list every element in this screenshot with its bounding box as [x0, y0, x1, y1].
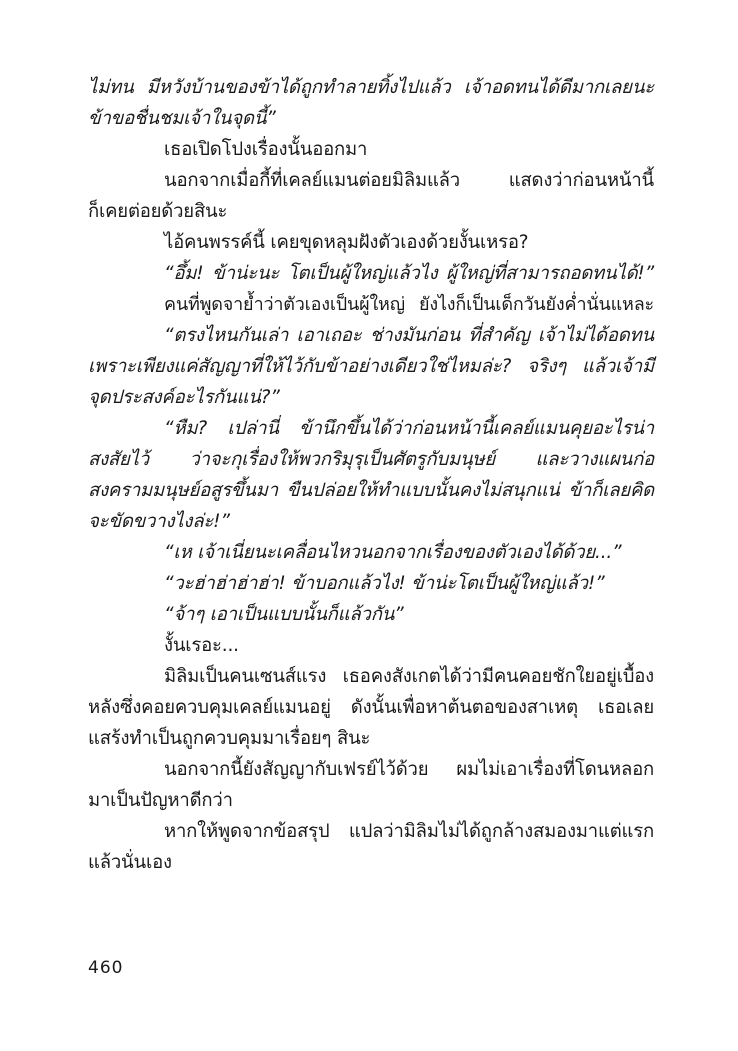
text-line: หากให้พูดจากข้อสรุป แปลว่ามิลิมไม่ได้ถูกล้างสมองมาแต่แรก [164, 821, 654, 842]
page-number: 460 [88, 958, 124, 978]
text-line: จะขัดขวางไงล่ะ!” [88, 511, 230, 532]
text-line: “หืม? เปล่านี่ ข้านึกขึ้นได้ว่าก่อนหน้านี้เคลย์แมนคุยอะไรน่า [164, 418, 654, 439]
text-line: เธอเปิดโปงเรื่องนั้นออกมา [164, 139, 368, 160]
text-line: มาเป็นปัญหาดีกว่า [88, 790, 233, 811]
text-line: “อึ้ม! ข้าน่ะนะ โตเป็นผู้ใหญ่แล้วไง ผู้ใหญ่ที่สามารถอดทนได้!” [164, 263, 654, 284]
text-line: “วะฮ่าฮ่าฮ่าฮ่า! ข้าบอกแล้วไง! ข้าน่ะโตเป็นผู้ใหญ่แล้ว!” [164, 573, 605, 594]
text-line: นอกจากเมื่อกี้ที่เคลย์แมนต่อยมิลิมแล้ว แสดงว่าก่อนหน้านี้ [164, 170, 654, 191]
text-line: จุดประสงค์อะไรกันแน่?” [88, 387, 280, 408]
text-line: แล้วนั่นเอง [88, 852, 172, 873]
text-line: สงครามมนุษย์อสูรขึ้นมา ขืนปล่อยให้ทำแบบนั้นคงไม่สนุกแน่ ข้าก็เลยคิด [88, 480, 654, 501]
text-line: หลังซึ่งคอยควบคุมเคลย์แมนอยู่ ดังนั้นเพื่อหาต้นตอของสาเหตุ เธอเลย [88, 697, 654, 718]
text-line: “จ้าๆ เอาเป็นแบบนั้นก็แล้วกัน” [164, 604, 404, 625]
page-body [88, 72, 654, 878]
text-line: “ตรงไหนกันเล่า เอาเถอะ ช่างมันก่อน ที่สำคัญ เจ้าไม่ได้อดทน [164, 325, 654, 346]
text-line: เพราะเพียงแค่สัญญาที่ให้ไว้กับข้าอย่างเดียวใช่ไหมล่ะ? จริงๆ แล้วเจ้ามี [88, 356, 654, 377]
text-line: มิลิมเป็นคนเซนส์แรง เธอคงสังเกตได้ว่ามีคนคอยชักใยอยู่เบื้อง [164, 666, 654, 687]
text-line: ก็เคยต่อยด้วยสินะ [88, 201, 228, 222]
text-line: ไม่ทน มีหวังบ้านของข้าได้ถูกทำลายทิ้งไปแล้ว เจ้าอดทนได้ดีมากเลยนะ [88, 77, 654, 98]
text-line: “เห เจ้าเนี่ยนะเคลื่อนไหวนอกจากเรื่องของตัวเองได้ด้วย...” [164, 542, 622, 563]
text-line: แสร้งทำเป็นถูกควบคุมมาเรื่อยๆ สินะ [88, 728, 371, 749]
text-line: คนที่พูดจาย้ำว่าตัวเองเป็นผู้ใหญ่ ยังไงก็เป็นเด็กวันยังค่ำนั่นแหละ [164, 294, 654, 315]
text-line: นอกจากนี้ยังสัญญากับเฟรย์ไว้ด้วย ผมไม่เอาเรื่องที่โดนหลอก [164, 759, 654, 780]
text-line: ไอ้คนพรรค์นี้ เคยขุดหลุมฝังตัวเองด้วยงั้นเหรอ? [164, 232, 529, 253]
text-line: สงสัยไว้ ว่าจะกุเรื่องให้พวกริมุรุเป็นศัตรูกับมนุษย์ และวางแผนก่อ [88, 449, 654, 470]
text-line: งั้นเรอะ... [164, 635, 239, 656]
text-line: ข้าขอชื่นชมเจ้าในจุดนี้” [88, 108, 276, 129]
